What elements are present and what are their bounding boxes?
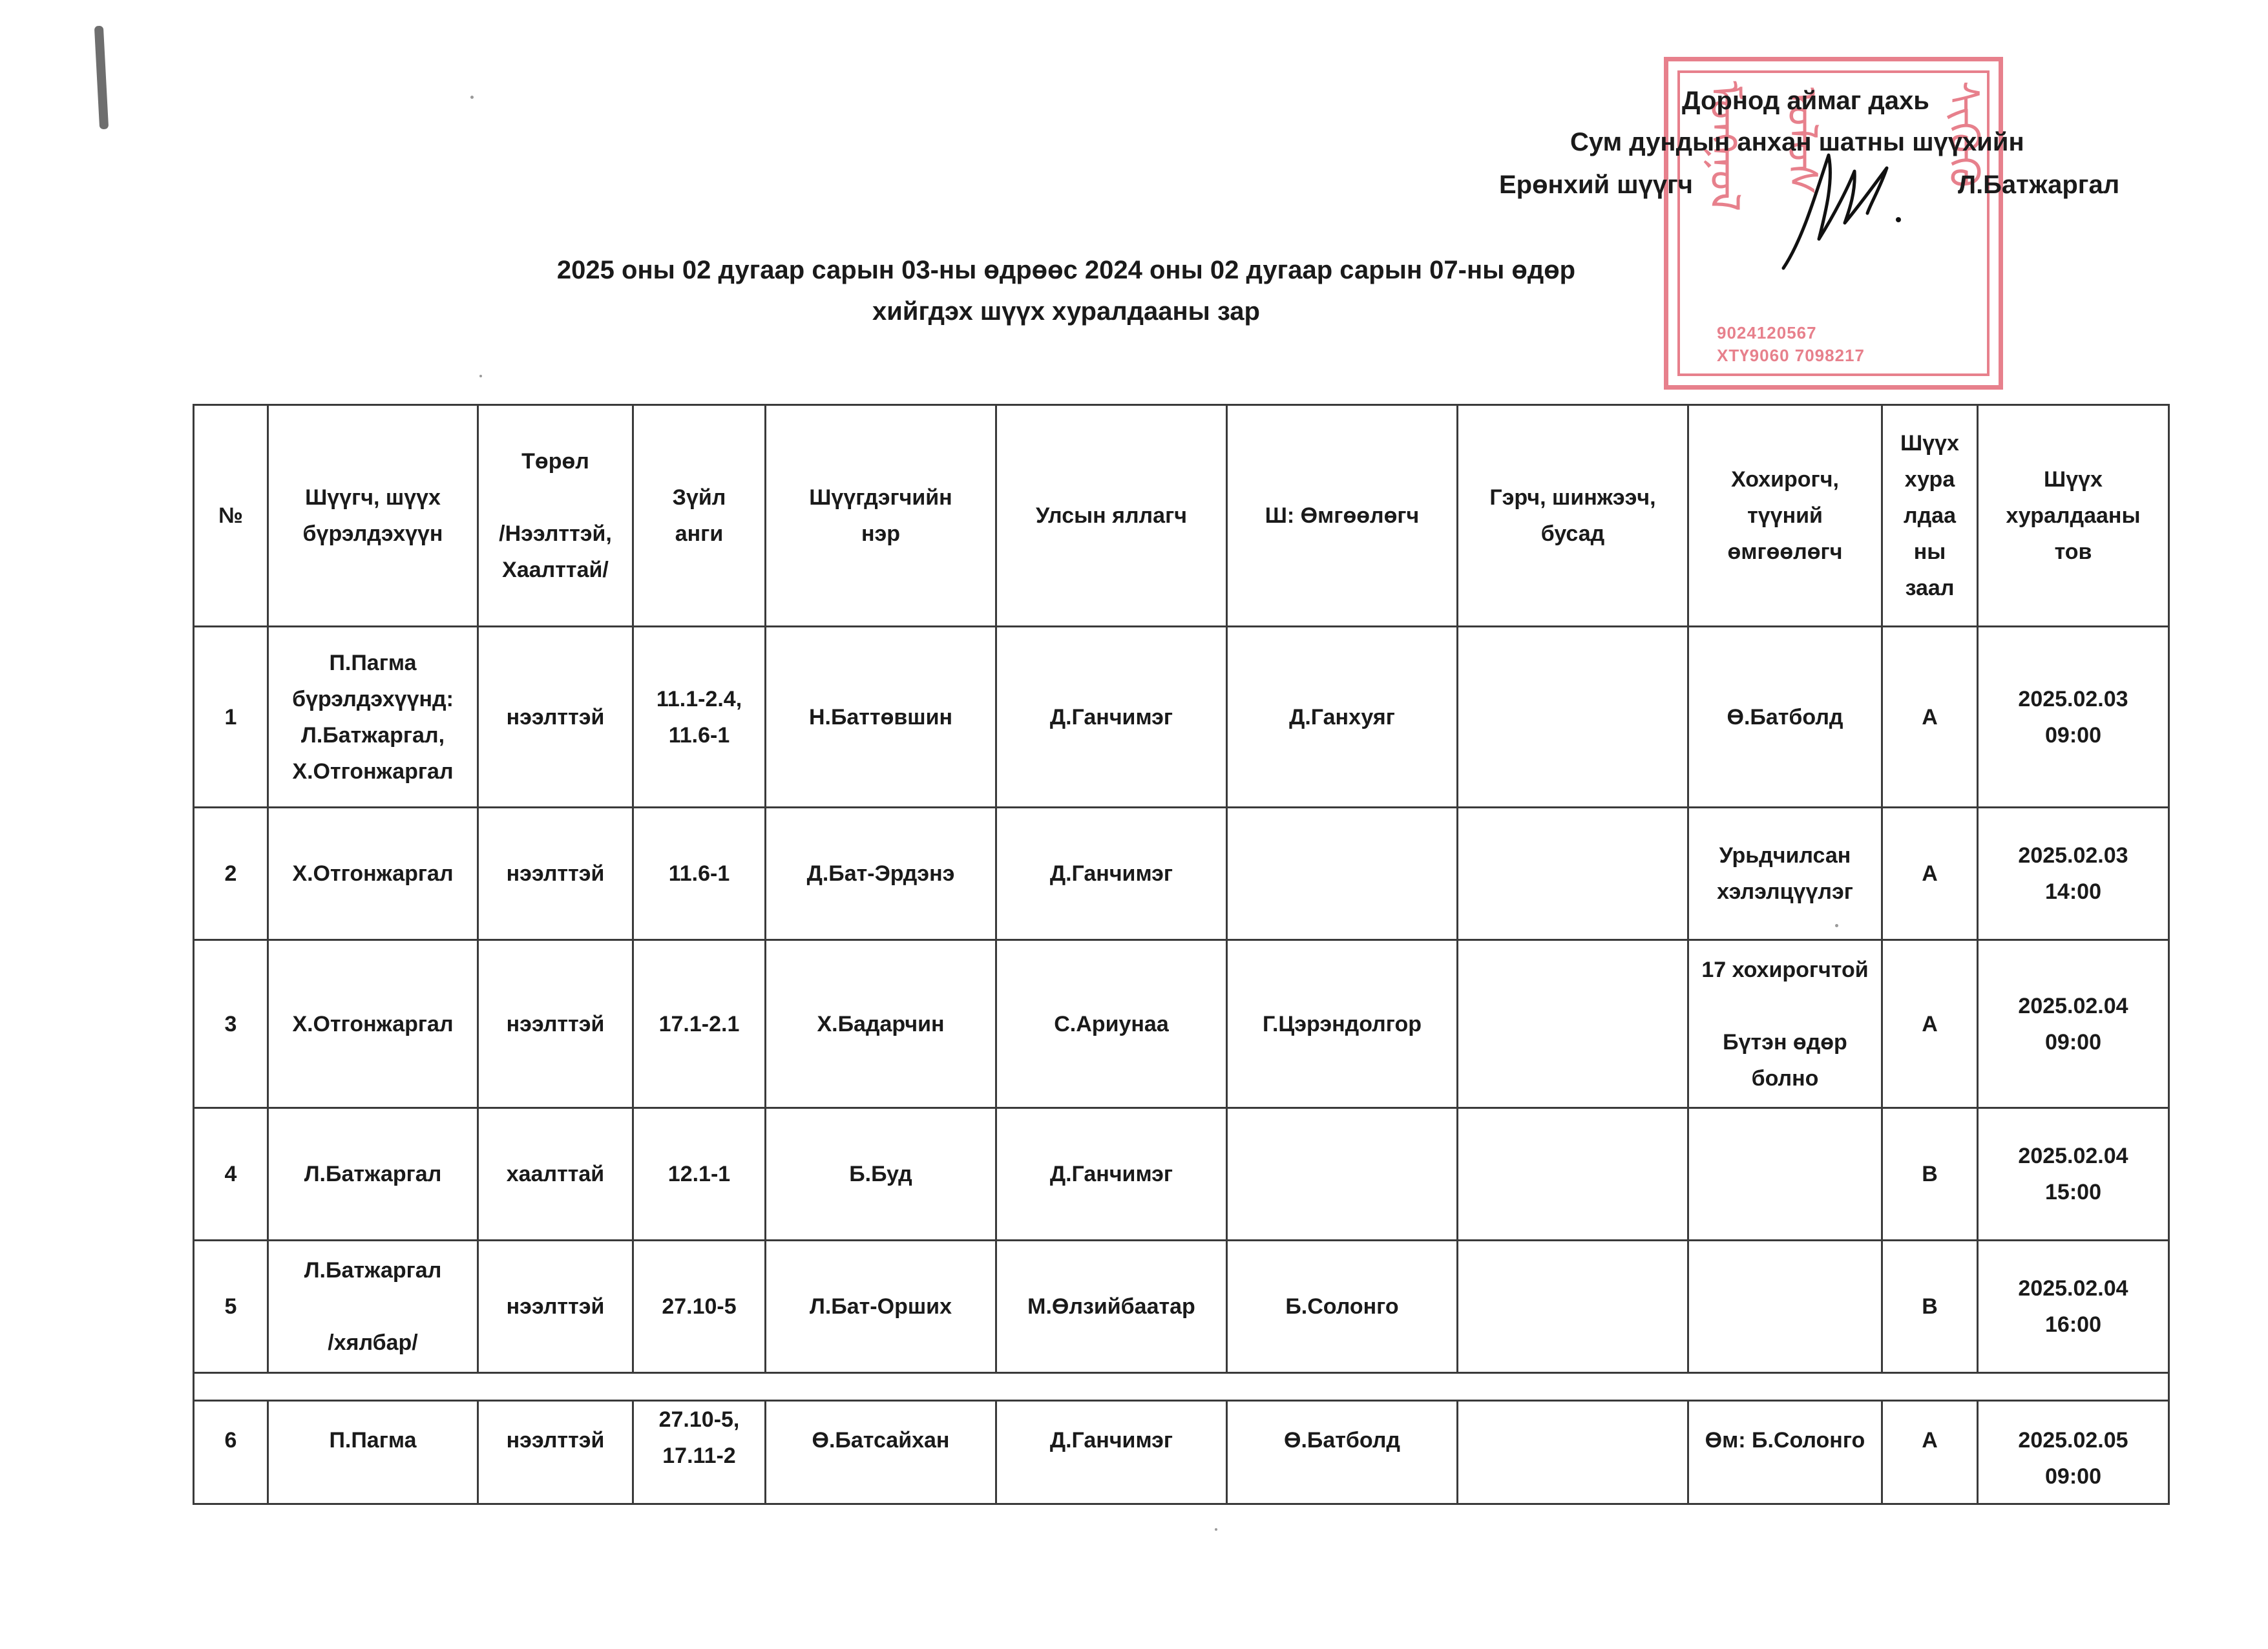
cell-defendant: Д.Бат-Эрдэнэ	[766, 808, 996, 940]
cell-victim: Урьдчилсан хэлэлцүүлэг	[1688, 808, 1882, 940]
cell-defendant: Л.Бат-Орших	[766, 1241, 996, 1373]
cell-hall: В	[1882, 1241, 1978, 1373]
cell-prosecutor: Д.Ганчимэг	[996, 1108, 1227, 1241]
scan-speck	[1215, 1528, 1217, 1531]
cell-no: 4	[194, 1108, 268, 1241]
org-line-2: Сум дундын анхан шатны шүүхийн	[1570, 128, 2024, 156]
cell-judge: Л.Батжаргал /хялбар/	[268, 1241, 478, 1373]
header-schedule: Шүүх хуралдааны тов	[1978, 405, 2169, 627]
cell-article: 11.6-1	[633, 808, 766, 940]
cell-witness	[1458, 940, 1688, 1108]
cell-defender: Г.Цэрэндолгор	[1227, 940, 1458, 1108]
cell-victim: Ө.Батболд	[1688, 627, 1882, 808]
header-prosecutor: Улсын яллагч	[996, 405, 1227, 627]
cell-prosecutor: М.Өлзийбаатар	[996, 1241, 1227, 1373]
cell-article: 12.1-1	[633, 1108, 766, 1241]
cell-judge: Л.Батжаргал	[268, 1108, 478, 1241]
header-hall: Шүүх хура лдаа ны заал	[1882, 405, 1978, 627]
cell-schedule: 2025.02.03 14:00	[1978, 808, 2169, 940]
cell-article: 17.1-2.1	[633, 940, 766, 1108]
cell-defendant: Н.Баттөвшин	[766, 627, 996, 808]
cell-victim: 17 хохирогчтой Бүтэн өдөр болно	[1688, 940, 1882, 1108]
table-row	[194, 940, 2169, 1108]
table-row	[194, 1401, 2169, 1504]
cell-victim	[1688, 1241, 1882, 1373]
scan-speck	[470, 96, 474, 99]
cell-no: 6	[194, 1401, 268, 1504]
cell-witness	[1458, 1241, 1688, 1373]
cell-type: нээлттэй	[478, 1241, 633, 1373]
cell-article: 27.10-5	[633, 1241, 766, 1373]
header-defender: Ш: Өмгөөлөгч	[1227, 405, 1458, 627]
cell-judge: Х.Отгонжаргал	[268, 940, 478, 1108]
cell-type: хаалттай	[478, 1108, 633, 1241]
cell-victim: Өм: Б.Солонго	[1688, 1401, 1882, 1504]
chief-judge-name: Л.Батжаргал	[1958, 171, 2120, 199]
hearing-schedule-table	[193, 404, 2170, 1505]
cell-prosecutor: С.Ариунаа	[996, 940, 1227, 1108]
cell-hall: А	[1882, 1401, 1978, 1504]
header-defendant: Шүүгдэгчийн нэр	[766, 405, 996, 627]
cell-schedule: 2025.02.03 09:00	[1978, 627, 2169, 808]
cell-defender	[1227, 1108, 1458, 1241]
cell-defender: Ө.Батболд	[1227, 1401, 1458, 1504]
cell-type: нээлттэй	[478, 627, 633, 808]
gap-cell	[194, 1373, 2169, 1401]
cell-prosecutor: Д.Ганчимэг	[996, 808, 1227, 940]
cell-judge: П.Пагма бүрэлдэхүүнд: Л.Батжаргал, Х.Отгонжаргал	[268, 627, 478, 808]
cell-article: 11.1-2.4, 11.6-1	[633, 627, 766, 808]
signature	[1758, 142, 1906, 278]
position-label: Ерөнхий шүүгч	[1499, 171, 1693, 199]
stamp-script-mid: ᠤᠯᠤᠰ	[1778, 87, 1825, 195]
header-no: №	[194, 405, 268, 627]
header-article: Зүйл анги	[633, 405, 766, 627]
table-row	[194, 627, 2169, 808]
header-witness: Гэрч, шинжээч, бусад	[1458, 405, 1688, 627]
cell-schedule: 2025.02.04 16:00	[1978, 1241, 2169, 1373]
cell-hall: А	[1882, 940, 1978, 1108]
table-row	[194, 1108, 2169, 1241]
cell-defender: Б.Солонго	[1227, 1241, 1458, 1373]
cell-hall: В	[1882, 1108, 1978, 1241]
cell-defender	[1227, 808, 1458, 940]
header-type: Төрөл /Нээлттэй, Хаалттай/	[478, 405, 633, 627]
cell-judge: П.Пагма	[268, 1401, 478, 1504]
cell-article: 27.10-5, 17.11-2	[633, 1401, 766, 1504]
notice-title-line-1: 2025 оны 02 дугаар сарын 03-ны өдрөөс 2024 оны 02 дугаар сарын 07-ны өдөр	[556, 256, 1576, 284]
org-line-1: Дорнод аймаг дахь	[1682, 87, 1929, 115]
table-gap-row	[194, 1373, 2169, 1401]
cell-witness	[1458, 627, 1688, 808]
cell-no: 3	[194, 940, 268, 1108]
stamp-number-1: 9024120567	[1717, 323, 1817, 342]
cell-type: нээлттэй	[478, 940, 633, 1108]
cell-witness	[1458, 1401, 1688, 1504]
cell-schedule: 2025.02.04 09:00	[1978, 940, 2169, 1108]
scan-artifact-mark	[94, 26, 109, 130]
cell-defender: Д.Ганхуяг	[1227, 627, 1458, 808]
cell-hall: А	[1882, 627, 1978, 808]
stamp-script-left: ᠮᠣᠩᠭ᠋ᠣᠯ	[1700, 81, 1748, 212]
cell-defendant: Ө.Батсайхан	[766, 1401, 996, 1504]
notice-title-line-2: хийгдэх шүүх хуралдааны зар	[872, 297, 1260, 326]
cell-no: 2	[194, 808, 268, 940]
cell-defendant: Б.Буд	[766, 1108, 996, 1241]
cell-type: нээлттэй	[478, 1401, 633, 1504]
header-judge: Шүүгч, шүүх бүрэлдэхүүн	[268, 405, 478, 627]
cell-victim	[1688, 1108, 1882, 1241]
cell-judge: Х.Отгонжаргал	[268, 808, 478, 940]
cell-prosecutor: Д.Ганчимэг	[996, 627, 1227, 808]
table-row	[194, 1241, 2169, 1373]
cell-witness	[1458, 808, 1688, 940]
cell-type: нээлттэй	[478, 808, 633, 940]
table-header-row	[194, 405, 2169, 627]
cell-schedule: 2025.02.05 09:00	[1978, 1401, 2169, 1504]
cell-witness	[1458, 1108, 1688, 1241]
cell-schedule: 2025.02.04 15:00	[1978, 1108, 2169, 1241]
cell-no: 5	[194, 1241, 268, 1373]
scan-speck	[479, 375, 482, 377]
cell-defendant: Х.Бадарчин	[766, 940, 996, 1108]
cell-hall: А	[1882, 808, 1978, 940]
stamp-number-2: ХТҮ9060 7098217	[1717, 346, 1865, 365]
table-row	[194, 808, 2169, 940]
cell-prosecutor: Д.Ганчимэг	[996, 1401, 1227, 1504]
cell-no: 1	[194, 627, 268, 808]
stamp-script-right: ᠰᠢᠭᠦᠬᠦ	[1939, 81, 1987, 188]
header-victim: Хохирогч, түүний өмгөөлөгч	[1688, 405, 1882, 627]
